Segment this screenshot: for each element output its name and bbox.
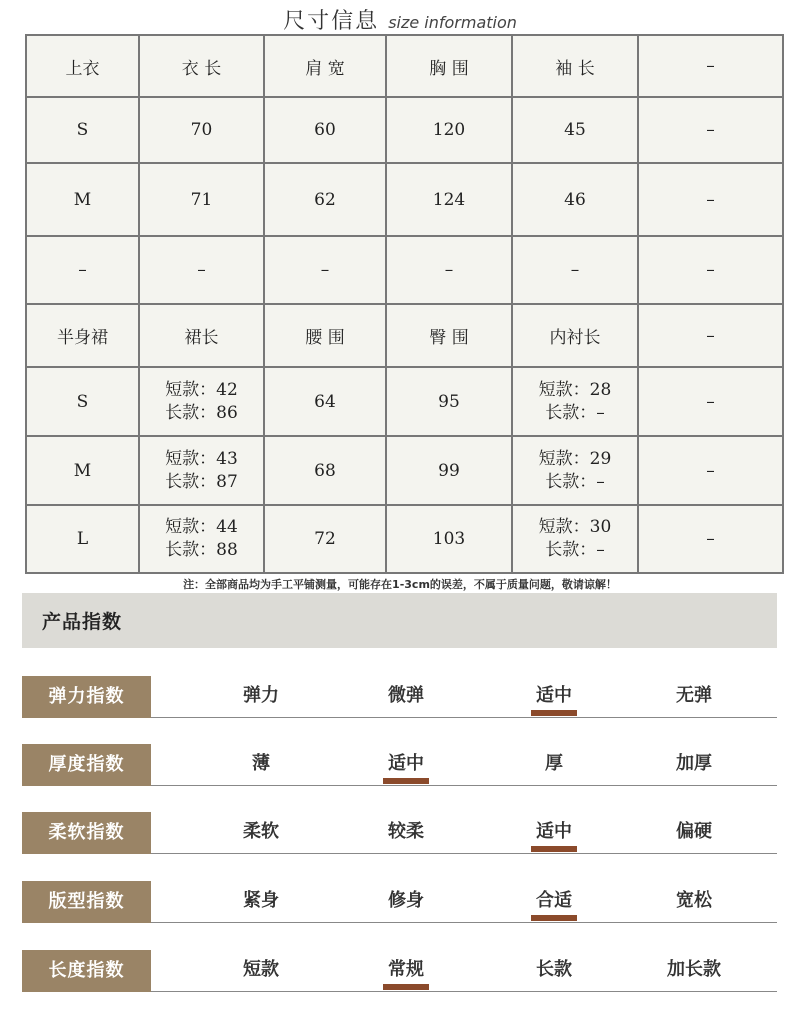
skirt-header-row <box>26 304 783 367</box>
header-cell: 腰 围 <box>264 304 386 367</box>
table-cell: M <box>26 163 139 236</box>
size-info-title <box>0 4 800 34</box>
selected-marker <box>383 984 429 990</box>
header-cell: 胸 围 <box>386 35 512 97</box>
index-option <box>634 950 754 992</box>
table-cell: 120 <box>386 97 512 163</box>
table-row <box>26 97 783 163</box>
product-index-title: 产品指数 <box>42 611 123 633</box>
index-label: 长度指数 <box>22 950 151 992</box>
index-label: 柔软指数 <box>22 812 151 854</box>
header-cell: 臀 围 <box>386 304 512 367</box>
table-cell: M <box>26 436 139 505</box>
header-cell: 内衬长 <box>512 304 638 367</box>
table-cell: 72 <box>264 505 386 573</box>
index-option <box>201 881 321 923</box>
lining-short: 短款：29 <box>538 448 612 469</box>
index-option-label: 微弹 <box>388 685 424 706</box>
index-option <box>346 744 466 786</box>
measurement-note: 注：全部商品均为手工平铺测量，可能存在1-3cm的误差，不属于质量问题，敬请谅解！ <box>183 578 617 591</box>
table-cell: 64 <box>264 367 386 436</box>
index-option <box>494 881 614 923</box>
index-option-label: 厚 <box>545 753 563 774</box>
table-cell: – <box>638 367 783 436</box>
index-option <box>494 676 614 718</box>
index-option <box>634 812 754 854</box>
table-cell <box>139 505 264 573</box>
table-row <box>26 236 783 304</box>
index-option <box>346 676 466 718</box>
index-option <box>201 812 321 854</box>
lining-short: 短款：30 <box>538 517 612 537</box>
index-option <box>346 812 466 854</box>
table-cell <box>512 436 638 505</box>
table-cell: – <box>264 236 386 304</box>
index-option-label: 柔软 <box>243 821 279 842</box>
index-option <box>201 950 321 992</box>
index-option-label: 短款 <box>243 959 279 980</box>
index-row <box>22 676 777 718</box>
index-option-label: 长款 <box>536 959 572 980</box>
index-option <box>346 881 466 923</box>
index-option-label: 加长款 <box>667 959 721 980</box>
table-cell: 46 <box>512 163 638 236</box>
table-cell: 62 <box>264 163 386 236</box>
index-option-label: 弹力 <box>243 685 279 706</box>
index-label: 厚度指数 <box>22 744 151 786</box>
title-en: size information <box>388 13 517 32</box>
index-option <box>634 881 754 923</box>
lining-long: 长款：– <box>545 402 605 423</box>
table-row <box>26 163 783 236</box>
index-option <box>494 812 614 854</box>
table-cell: 95 <box>386 367 512 436</box>
length-long: 长款：87 <box>165 471 238 492</box>
table-cell <box>512 505 638 573</box>
header-cell: – <box>638 304 783 367</box>
index-option-label: 偏硬 <box>676 821 712 842</box>
index-option-label: 常规 <box>388 959 424 980</box>
length-short: 短款：44 <box>165 517 238 537</box>
index-row <box>22 950 777 992</box>
lining-long: 长款：– <box>545 540 605 560</box>
length-long: 长款：86 <box>165 402 238 423</box>
table-cell: – <box>638 505 783 573</box>
header-cell: 肩 宽 <box>264 35 386 97</box>
table-cell: – <box>638 436 783 505</box>
index-option <box>201 744 321 786</box>
product-index-header <box>22 593 777 648</box>
table-cell: S <box>26 367 139 436</box>
index-option-label: 无弹 <box>676 685 712 706</box>
size-table <box>25 34 784 574</box>
index-option-label: 适中 <box>536 821 572 842</box>
table-cell: 99 <box>386 436 512 505</box>
index-option <box>634 676 754 718</box>
index-option-label: 紧身 <box>243 890 279 911</box>
index-option-label: 加厚 <box>676 753 712 774</box>
index-option-label: 修身 <box>388 890 424 911</box>
index-option <box>346 950 466 992</box>
index-option <box>494 744 614 786</box>
table-row <box>26 367 783 436</box>
index-option-label: 适中 <box>388 753 424 774</box>
index-option <box>494 950 614 992</box>
index-row <box>22 881 777 923</box>
header-cell: 裙长 <box>139 304 264 367</box>
lining-long: 长款：– <box>545 471 605 492</box>
table-cell <box>139 367 264 436</box>
title-zh: 尺寸信息 <box>283 9 380 34</box>
table-row <box>26 436 783 505</box>
table-cell: 45 <box>512 97 638 163</box>
table-cell: – <box>638 163 783 236</box>
header-cell: – <box>638 35 783 97</box>
index-option <box>634 744 754 786</box>
lining-short: 短款：28 <box>538 379 612 400</box>
index-label: 弹力指数 <box>22 676 151 718</box>
table-cell: – <box>512 236 638 304</box>
table-cell: 60 <box>264 97 386 163</box>
header-cell: 衣 长 <box>139 35 264 97</box>
table-cell: S <box>26 97 139 163</box>
index-option-label: 薄 <box>252 753 270 774</box>
length-short: 短款：42 <box>165 379 238 400</box>
index-option <box>201 676 321 718</box>
top-header-row <box>26 35 783 97</box>
table-cell: – <box>638 236 783 304</box>
table-cell: 68 <box>264 436 386 505</box>
index-option-label: 较柔 <box>388 821 424 842</box>
table-row <box>26 505 783 573</box>
table-cell: 124 <box>386 163 512 236</box>
table-cell: 70 <box>139 97 264 163</box>
length-long: 长款：88 <box>165 540 238 560</box>
table-cell: – <box>638 97 783 163</box>
selected-marker <box>531 710 577 716</box>
table-cell: – <box>139 236 264 304</box>
index-option-label: 合适 <box>536 890 572 911</box>
table-cell: 71 <box>139 163 264 236</box>
table-cell <box>512 367 638 436</box>
header-cell: 袖 长 <box>512 35 638 97</box>
table-cell: L <box>26 505 139 573</box>
table-cell: – <box>386 236 512 304</box>
table-cell <box>139 436 264 505</box>
index-option-label: 适中 <box>536 685 572 706</box>
index-option-label: 宽松 <box>676 890 712 911</box>
selected-marker <box>531 915 577 921</box>
table-cell: – <box>26 236 139 304</box>
selected-marker <box>383 778 429 784</box>
header-cell: 半身裙 <box>26 304 139 367</box>
table-cell: 103 <box>386 505 512 573</box>
index-row <box>22 744 777 786</box>
header-cell: 上衣 <box>26 35 139 97</box>
length-short: 短款：43 <box>165 448 238 469</box>
selected-marker <box>531 846 577 852</box>
index-row <box>22 812 777 854</box>
index-label: 版型指数 <box>22 881 151 923</box>
